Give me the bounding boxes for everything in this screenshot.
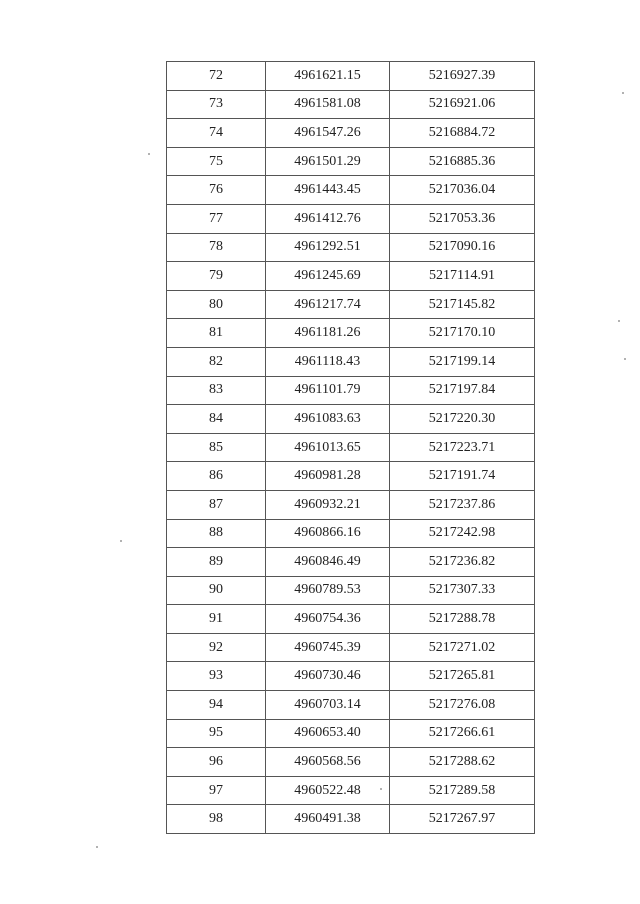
point-number-cell: 73 xyxy=(167,90,266,119)
x-coordinate-cell: 4961101.79 xyxy=(266,376,390,405)
point-number-cell: 97 xyxy=(167,776,266,805)
scan-speck xyxy=(380,788,382,790)
x-coordinate-cell: 4960703.14 xyxy=(266,691,390,720)
point-number-cell: 76 xyxy=(167,176,266,205)
table-row xyxy=(167,519,535,548)
point-number-cell: 98 xyxy=(167,805,266,834)
x-coordinate-cell: 4960789.53 xyxy=(266,576,390,605)
y-coordinate-cell: 5217090.16 xyxy=(390,233,535,262)
y-coordinate-cell: 5217236.82 xyxy=(390,548,535,577)
point-number-cell: 77 xyxy=(167,204,266,233)
x-coordinate-cell: 4960846.49 xyxy=(266,548,390,577)
x-coordinate-cell: 4960932.21 xyxy=(266,490,390,519)
coordinates-table-body xyxy=(167,62,535,834)
table-row xyxy=(167,90,535,119)
table-row xyxy=(167,462,535,491)
scan-speck xyxy=(622,92,624,94)
table-row xyxy=(167,776,535,805)
table-row xyxy=(167,347,535,376)
table-row xyxy=(167,433,535,462)
x-coordinate-cell: 4960745.39 xyxy=(266,633,390,662)
x-coordinate-cell: 4960754.36 xyxy=(266,605,390,634)
y-coordinate-cell: 5216927.39 xyxy=(390,62,535,91)
point-number-cell: 94 xyxy=(167,691,266,720)
table-row xyxy=(167,490,535,519)
point-number-cell: 96 xyxy=(167,748,266,777)
y-coordinate-cell: 5217307.33 xyxy=(390,576,535,605)
point-number-cell: 80 xyxy=(167,290,266,319)
table-row xyxy=(167,662,535,691)
point-number-cell: 82 xyxy=(167,347,266,376)
y-coordinate-cell: 5217220.30 xyxy=(390,405,535,434)
point-number-cell: 85 xyxy=(167,433,266,462)
x-coordinate-cell: 4961013.65 xyxy=(266,433,390,462)
y-coordinate-cell: 5217267.97 xyxy=(390,805,535,834)
y-coordinate-cell: 5217197.84 xyxy=(390,376,535,405)
point-number-cell: 86 xyxy=(167,462,266,491)
y-coordinate-cell: 5217276.08 xyxy=(390,691,535,720)
y-coordinate-cell: 5217242.98 xyxy=(390,519,535,548)
y-coordinate-cell: 5217170.10 xyxy=(390,319,535,348)
point-number-cell: 93 xyxy=(167,662,266,691)
scan-speck xyxy=(148,153,150,155)
table-row xyxy=(167,405,535,434)
y-coordinate-cell: 5217288.78 xyxy=(390,605,535,634)
table-row xyxy=(167,62,535,91)
y-coordinate-cell: 5217053.36 xyxy=(390,204,535,233)
table-row xyxy=(167,119,535,148)
table-row xyxy=(167,633,535,662)
table-row xyxy=(167,233,535,262)
x-coordinate-cell: 4961083.63 xyxy=(266,405,390,434)
x-coordinate-cell: 4961181.26 xyxy=(266,319,390,348)
x-coordinate-cell: 4961443.45 xyxy=(266,176,390,205)
table-row xyxy=(167,262,535,291)
y-coordinate-cell: 5217223.71 xyxy=(390,433,535,462)
point-number-cell: 84 xyxy=(167,405,266,434)
x-coordinate-cell: 4960568.56 xyxy=(266,748,390,777)
table-row xyxy=(167,548,535,577)
y-coordinate-cell: 5216921.06 xyxy=(390,90,535,119)
x-coordinate-cell: 4960981.28 xyxy=(266,462,390,491)
point-number-cell: 87 xyxy=(167,490,266,519)
x-coordinate-cell: 4961501.29 xyxy=(266,147,390,176)
point-number-cell: 74 xyxy=(167,119,266,148)
table-row xyxy=(167,176,535,205)
x-coordinate-cell: 4960866.16 xyxy=(266,519,390,548)
scan-speck xyxy=(96,846,98,848)
y-coordinate-cell: 5217237.86 xyxy=(390,490,535,519)
x-coordinate-cell: 4960730.46 xyxy=(266,662,390,691)
x-coordinate-cell: 4961621.15 xyxy=(266,62,390,91)
y-coordinate-cell: 5217265.81 xyxy=(390,662,535,691)
point-number-cell: 95 xyxy=(167,719,266,748)
point-number-cell: 83 xyxy=(167,376,266,405)
scan-speck xyxy=(120,540,122,542)
y-coordinate-cell: 5216884.72 xyxy=(390,119,535,148)
x-coordinate-cell: 4960653.40 xyxy=(266,719,390,748)
y-coordinate-cell: 5217036.04 xyxy=(390,176,535,205)
table-row xyxy=(167,147,535,176)
y-coordinate-cell: 5217199.14 xyxy=(390,347,535,376)
x-coordinate-cell: 4961292.51 xyxy=(266,233,390,262)
point-number-cell: 75 xyxy=(167,147,266,176)
x-coordinate-cell: 4961581.08 xyxy=(266,90,390,119)
table-row xyxy=(167,290,535,319)
scan-speck xyxy=(624,358,626,360)
x-coordinate-cell: 4961118.43 xyxy=(266,347,390,376)
coordinates-table xyxy=(166,61,535,834)
x-coordinate-cell: 4961217.74 xyxy=(266,290,390,319)
x-coordinate-cell: 4961245.69 xyxy=(266,262,390,291)
y-coordinate-cell: 5217289.58 xyxy=(390,776,535,805)
y-coordinate-cell: 5217288.62 xyxy=(390,748,535,777)
y-coordinate-cell: 5217271.02 xyxy=(390,633,535,662)
y-coordinate-cell: 5217114.91 xyxy=(390,262,535,291)
table-row xyxy=(167,376,535,405)
point-number-cell: 78 xyxy=(167,233,266,262)
table-row xyxy=(167,691,535,720)
table-row xyxy=(167,576,535,605)
x-coordinate-cell: 4960522.48 xyxy=(266,776,390,805)
point-number-cell: 79 xyxy=(167,262,266,291)
y-coordinate-cell: 5217145.82 xyxy=(390,290,535,319)
point-number-cell: 91 xyxy=(167,605,266,634)
table-row xyxy=(167,319,535,348)
y-coordinate-cell: 5217266.61 xyxy=(390,719,535,748)
y-coordinate-cell: 5217191.74 xyxy=(390,462,535,491)
table-row xyxy=(167,605,535,634)
table-row xyxy=(167,719,535,748)
table-row xyxy=(167,805,535,834)
point-number-cell: 90 xyxy=(167,576,266,605)
table-row xyxy=(167,748,535,777)
x-coordinate-cell: 4960491.38 xyxy=(266,805,390,834)
point-number-cell: 89 xyxy=(167,548,266,577)
point-number-cell: 92 xyxy=(167,633,266,662)
scan-speck xyxy=(618,320,620,322)
table-row xyxy=(167,204,535,233)
x-coordinate-cell: 4961412.76 xyxy=(266,204,390,233)
point-number-cell: 88 xyxy=(167,519,266,548)
point-number-cell: 81 xyxy=(167,319,266,348)
x-coordinate-cell: 4961547.26 xyxy=(266,119,390,148)
point-number-cell: 72 xyxy=(167,62,266,91)
y-coordinate-cell: 5216885.36 xyxy=(390,147,535,176)
